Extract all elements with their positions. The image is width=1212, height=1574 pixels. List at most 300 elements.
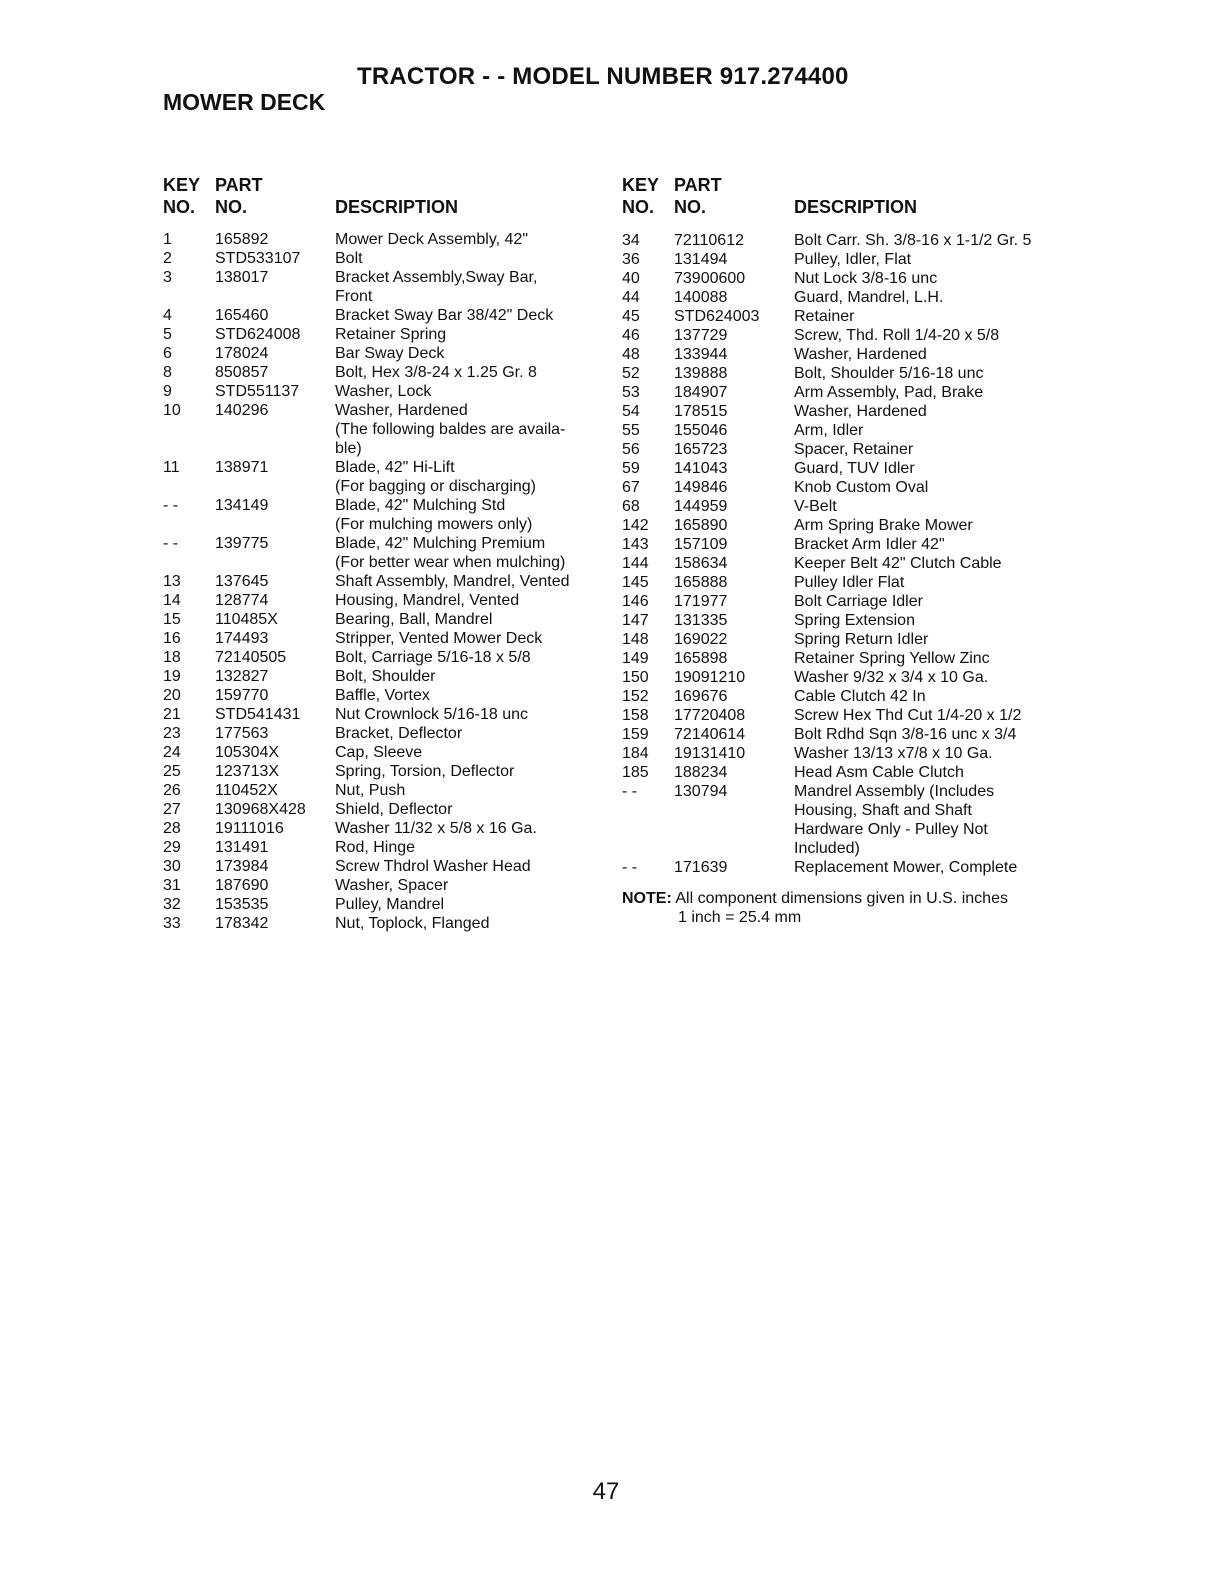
description-line: Arm Spring Brake Mower (794, 517, 973, 534)
table-row (163, 895, 623, 914)
description-line: Retainer Spring (335, 326, 447, 343)
part-description (335, 382, 431, 401)
table-row (622, 383, 1082, 402)
part-description (335, 781, 405, 800)
part-no-header-right: PART NO. (674, 175, 722, 217)
key-number: 29 (163, 839, 181, 856)
part-number: 131494 (674, 251, 728, 268)
part-description (335, 572, 570, 591)
table-row (163, 648, 623, 667)
part-description (794, 440, 913, 459)
description-line: (For better wear when mulching) (335, 554, 566, 571)
table-row (622, 573, 1082, 592)
dimension-note (622, 889, 1008, 927)
key-number: - - (163, 535, 179, 552)
part-description (794, 364, 983, 383)
table-row (622, 459, 1082, 478)
table-row (163, 382, 623, 401)
part-description (335, 838, 415, 857)
description-line: Retainer Spring Yellow Zinc (794, 650, 990, 667)
part-number: 130968X428 (215, 801, 306, 818)
note-label: NOTE: (622, 890, 672, 907)
part-number: 110485X (215, 611, 278, 628)
part-description (794, 326, 999, 345)
part-description (335, 344, 444, 363)
part-description (794, 288, 943, 307)
part-number: 131491 (215, 839, 269, 856)
part-number: 110452X (215, 782, 278, 799)
part-number: 165723 (674, 441, 728, 458)
description-line: (The following baldes are availa- (335, 421, 566, 438)
table-row (163, 249, 623, 268)
table-row (163, 629, 623, 648)
table-row (163, 591, 623, 610)
table-row (163, 762, 623, 781)
description-line: Pulley, Mandrel (335, 896, 445, 913)
part-description (335, 762, 514, 781)
key-no-header-right: KEY NO. (622, 175, 660, 217)
part-description (794, 782, 994, 858)
table-row (163, 857, 623, 876)
description-line: Blade, 42" Hi-Lift (335, 459, 455, 476)
part-number: 139775 (215, 535, 269, 552)
table-row (622, 782, 1082, 858)
page-title: TRACTOR - - MODEL NUMBER 917.274400 (357, 63, 849, 90)
part-number: 19111016 (215, 820, 284, 837)
part-number: 128774 (215, 592, 269, 609)
description-line: Mandrel Assembly (Includes (794, 783, 995, 800)
key-number: 53 (622, 384, 640, 401)
description-line: Front (335, 288, 373, 305)
key-number: - - (163, 497, 179, 514)
description-line: Spacer, Retainer (794, 441, 914, 458)
description-line: Pulley, Idler, Flat (794, 251, 912, 268)
description-line: Shield, Deflector (335, 801, 453, 818)
key-number: 15 (163, 611, 181, 628)
part-number: 140296 (215, 402, 269, 419)
part-description (794, 459, 915, 478)
key-number: 158 (622, 707, 649, 724)
description-line: Bolt, Shoulder (335, 668, 436, 685)
description-line: Housing, Mandrel, Vented (335, 592, 520, 609)
key-number: 4 (163, 307, 172, 324)
table-row (622, 649, 1082, 668)
description-line: Knob Custom Oval (794, 479, 929, 496)
part-description (794, 250, 911, 269)
part-description (335, 648, 531, 667)
key-number: 44 (622, 289, 640, 306)
key-number: 184 (622, 745, 649, 762)
table-row (163, 496, 623, 534)
part-description (335, 306, 553, 325)
part-description (794, 687, 926, 706)
table-row (163, 534, 623, 572)
part-number: 155046 (674, 422, 728, 439)
part-description (794, 345, 927, 364)
part-number: 105304X (215, 744, 280, 761)
part-description (794, 630, 928, 649)
section-title: MOWER DECK (163, 89, 326, 115)
table-row (163, 667, 623, 686)
part-description (794, 744, 993, 763)
table-row (163, 781, 623, 800)
description-line: Shaft Assembly, Mandrel, Vented (335, 573, 570, 590)
part-number: 123713X (215, 763, 280, 780)
description-line: (For bagging or discharging) (335, 478, 536, 495)
table-row (622, 630, 1082, 649)
parts-list-left (163, 230, 623, 933)
table-row (163, 344, 623, 363)
part-description (794, 592, 923, 611)
table-row (163, 800, 623, 819)
description-line: Nut Lock 3/8-16 unc (794, 270, 938, 287)
part-number: 157109 (674, 536, 728, 553)
part-number: 169676 (674, 688, 728, 705)
part-number: 178342 (215, 915, 269, 932)
description-line: Mower Deck Assembly, 42" (335, 231, 528, 248)
description-line: Arm Assembly, Pad, Brake (794, 384, 984, 401)
key-number: 144 (622, 555, 649, 572)
key-number: 142 (622, 517, 649, 534)
key-number: - - (622, 859, 638, 876)
description-line: Guard, TUV Idler (794, 460, 915, 477)
part-number: 72140505 (215, 649, 287, 666)
key-number: 31 (163, 877, 181, 894)
description-line: Arm, Idler (794, 422, 864, 439)
part-description (335, 705, 528, 724)
part-description (335, 724, 462, 743)
part-number: 187690 (215, 877, 269, 894)
description-line: V-Belt (794, 498, 837, 515)
part-number: 188234 (674, 764, 728, 781)
part-description (794, 725, 1016, 744)
table-row (622, 478, 1082, 497)
table-row (622, 497, 1082, 516)
part-number: 131335 (674, 612, 728, 629)
table-row (622, 516, 1082, 535)
key-number: 9 (163, 383, 172, 400)
part-number: 133944 (674, 346, 728, 363)
table-row (622, 231, 1082, 250)
table-row (163, 610, 623, 629)
part-number: 165892 (215, 231, 269, 248)
part-number: 174493 (215, 630, 269, 647)
part-number: 178515 (674, 403, 728, 420)
part-number: 165460 (215, 307, 269, 324)
part-description (335, 914, 489, 933)
part-number: 171639 (674, 859, 728, 876)
description-line: Washer 13/13 x7/8 x 10 Ga. (794, 745, 993, 762)
part-number: 137729 (674, 327, 728, 344)
description-line: Bolt Rdhd Sqn 3/8-16 unc x 3/4 (794, 726, 1017, 743)
description-line: Spring Extension (794, 612, 915, 629)
table-row (163, 724, 623, 743)
part-number: 72110612 (674, 232, 744, 249)
table-row (163, 914, 623, 933)
key-number: 143 (622, 536, 649, 553)
part-description (794, 668, 988, 687)
description-line: Blade, 42" Mulching Std (335, 497, 506, 514)
key-number: 19 (163, 668, 181, 685)
part-description (335, 800, 452, 819)
part-number: 73900600 (674, 270, 746, 287)
key-number: 21 (163, 706, 181, 723)
part-description (794, 478, 928, 497)
part-description (335, 610, 492, 629)
key-number: 145 (622, 574, 649, 591)
key-number: 27 (163, 801, 181, 818)
table-row (163, 838, 623, 857)
part-number: 19091210 (674, 669, 746, 686)
description-line: Hardware Only - Pulley Not (794, 821, 988, 838)
key-number: 159 (622, 726, 649, 743)
table-row (622, 440, 1082, 459)
part-description (335, 857, 531, 876)
part-number: 149846 (674, 479, 728, 496)
note-conversion: 1 inch = 25.4 mm (678, 909, 802, 926)
key-number: 59 (622, 460, 640, 477)
key-number: 16 (163, 630, 181, 647)
description-line: Bolt, Carriage 5/16-18 x 5/8 (335, 649, 531, 666)
table-row (163, 572, 623, 591)
part-description (335, 534, 565, 572)
part-description (794, 497, 837, 516)
table-row (622, 269, 1082, 288)
key-number: 18 (163, 649, 181, 666)
part-description (794, 402, 927, 421)
description-line: Washer, Lock (335, 383, 432, 400)
description-line: Bolt (335, 250, 363, 267)
description-line: (For mulching mowers only) (335, 516, 533, 533)
description-line: Spring, Torsion, Deflector (335, 763, 515, 780)
part-number: 72140614 (674, 726, 746, 743)
key-number: 33 (163, 915, 181, 932)
key-number: 45 (622, 308, 640, 325)
description-line: Bracket Arm Idler 42" (794, 536, 945, 553)
table-row (622, 288, 1082, 307)
part-description (794, 706, 1021, 725)
part-number: STD541431 (215, 706, 301, 723)
description-header-right: DESCRIPTION (794, 197, 918, 217)
key-number: 3 (163, 269, 172, 286)
part-description (335, 458, 536, 496)
part-number: 159770 (215, 687, 269, 704)
table-row (622, 364, 1082, 383)
note-text: All component dimensions given in U.S. inches (675, 890, 1008, 907)
key-number: 152 (622, 688, 649, 705)
key-number: 150 (622, 669, 649, 686)
part-number: 158634 (674, 555, 728, 572)
key-number: 67 (622, 479, 640, 496)
description-line: Rod, Hinge (335, 839, 416, 856)
key-number: 30 (163, 858, 181, 875)
key-number: 8 (163, 364, 172, 381)
description-line: Screw Hex Thd Cut 1/4-20 x 1/2 (794, 707, 1022, 724)
part-number: 19131410 (674, 745, 746, 762)
table-row (622, 535, 1082, 554)
table-row (622, 554, 1082, 573)
description-line: Head Asm Cable Clutch (794, 764, 964, 781)
key-number: 34 (622, 232, 640, 249)
part-description (794, 573, 904, 592)
key-number: 14 (163, 592, 181, 609)
part-number: 17720408 (674, 707, 746, 724)
description-line: Pulley Idler Flat (794, 574, 905, 591)
part-description (335, 591, 519, 610)
part-number: 132827 (215, 668, 269, 685)
key-number: 5 (163, 326, 172, 343)
part-description (335, 325, 446, 344)
key-number: 23 (163, 725, 181, 742)
key-number: 185 (622, 764, 649, 781)
table-row (163, 401, 623, 458)
description-line: Bracket, Deflector (335, 725, 463, 742)
table-row (622, 763, 1082, 782)
description-line: Bolt Carr. Sh. 3/8-16 x 1-1/2 Gr. 5 (794, 232, 1032, 249)
table-row (163, 325, 623, 344)
key-number: 25 (163, 763, 181, 780)
table-row (163, 686, 623, 705)
part-description (794, 858, 1017, 877)
part-number: 141043 (674, 460, 728, 477)
description-line: Nut, Toplock, Flanged (335, 915, 490, 932)
table-row (622, 744, 1082, 763)
part-description (794, 516, 973, 535)
description-line: Bolt Carriage Idler (794, 593, 923, 610)
part-number: 184907 (674, 384, 728, 401)
part-description (335, 496, 532, 534)
description-line: Washer, Hardened (794, 403, 927, 420)
table-row (622, 402, 1082, 421)
key-number: 55 (622, 422, 640, 439)
description-line: Bar Sway Deck (335, 345, 445, 362)
key-no-header-left: KEY NO. (163, 175, 201, 217)
part-description (335, 667, 436, 686)
table-row (163, 306, 623, 325)
part-number: 137645 (215, 573, 269, 590)
key-number: 56 (622, 441, 640, 458)
part-number: 173984 (215, 858, 269, 875)
key-number: 54 (622, 403, 640, 420)
part-description (335, 629, 542, 648)
part-description (335, 401, 565, 458)
table-row (622, 725, 1082, 744)
key-number: 24 (163, 744, 181, 761)
key-number: 6 (163, 345, 172, 362)
part-number: 165898 (674, 650, 728, 667)
description-line: Washer 9/32 x 3/4 x 10 Ga. (794, 669, 989, 686)
part-number: STD624003 (674, 308, 760, 325)
table-row (622, 250, 1082, 269)
key-number: 28 (163, 820, 181, 837)
key-number: 48 (622, 346, 640, 363)
table-row (163, 705, 623, 724)
description-line: Cap, Sleeve (335, 744, 423, 761)
part-number: STD551137 (215, 383, 300, 400)
key-number: 68 (622, 498, 640, 515)
part-description (794, 421, 863, 440)
key-number: 1 (163, 231, 172, 248)
part-number: 153535 (215, 896, 269, 913)
description-line: Cable Clutch 42 In (794, 688, 926, 705)
part-description (335, 686, 430, 705)
part-no-header-left: PART NO. (215, 175, 263, 217)
description-line: Nut, Push (335, 782, 406, 799)
key-number: 147 (622, 612, 649, 629)
part-number: 177563 (215, 725, 269, 742)
part-number: 138017 (215, 269, 269, 286)
part-description (794, 535, 945, 554)
key-number: 2 (163, 250, 172, 267)
part-number: STD533107 (215, 250, 301, 267)
part-number: 144959 (674, 498, 728, 515)
part-description (794, 554, 1002, 573)
part-description (794, 611, 915, 630)
key-number: 46 (622, 327, 640, 344)
description-line: Bolt, Hex 3/8-24 x 1.25 Gr. 8 (335, 364, 537, 381)
table-row (622, 706, 1082, 725)
table-row (622, 858, 1082, 877)
table-row (622, 611, 1082, 630)
part-description (335, 743, 422, 762)
description-line: Blade, 42" Mulching Premium (335, 535, 546, 552)
part-number: 171977 (674, 593, 728, 610)
description-line: ble) (335, 440, 362, 457)
key-number: 149 (622, 650, 649, 667)
part-number: 850857 (215, 364, 269, 381)
part-number: 165890 (674, 517, 728, 534)
table-row (163, 743, 623, 762)
table-row (163, 363, 623, 382)
part-description (794, 269, 937, 288)
description-line: Screw Thdrol Washer Head (335, 858, 531, 875)
description-line: Replacement Mower, Complete (794, 859, 1018, 876)
key-number: 32 (163, 896, 181, 913)
part-description (335, 895, 444, 914)
key-number: 26 (163, 782, 181, 799)
parts-list-right (622, 231, 1082, 877)
part-description (335, 230, 528, 249)
description-line: Bracket Sway Bar 38/42" Deck (335, 307, 554, 324)
description-line: Housing, Shaft and Shaft (794, 802, 972, 819)
part-description (794, 383, 983, 402)
key-number: 13 (163, 573, 181, 590)
part-number: 178024 (215, 345, 269, 362)
description-line: Washer, Hardened (794, 346, 927, 363)
key-number: 40 (622, 270, 640, 287)
key-number: 20 (163, 687, 181, 704)
table-row (163, 230, 623, 249)
part-description (794, 763, 964, 782)
table-row (622, 307, 1082, 326)
part-description (335, 363, 537, 382)
part-description (794, 231, 1031, 250)
key-number: - - (622, 783, 638, 800)
table-row (622, 421, 1082, 440)
page-number: 47 (592, 1478, 620, 1505)
part-description (335, 249, 363, 268)
description-line: Stripper, Vented Mower Deck (335, 630, 543, 647)
description-line: Baffle, Vortex (335, 687, 430, 704)
description-line: Bolt, Shoulder 5/16-18 unc (794, 365, 984, 382)
description-line: Washer, Spacer (335, 877, 449, 894)
key-number: 148 (622, 631, 649, 648)
description-line: Bracket Assembly,Sway Bar, (335, 269, 538, 286)
part-description (335, 268, 537, 306)
description-line: Spring Return Idler (794, 631, 929, 648)
table-row (622, 687, 1082, 706)
table-row (163, 268, 623, 306)
